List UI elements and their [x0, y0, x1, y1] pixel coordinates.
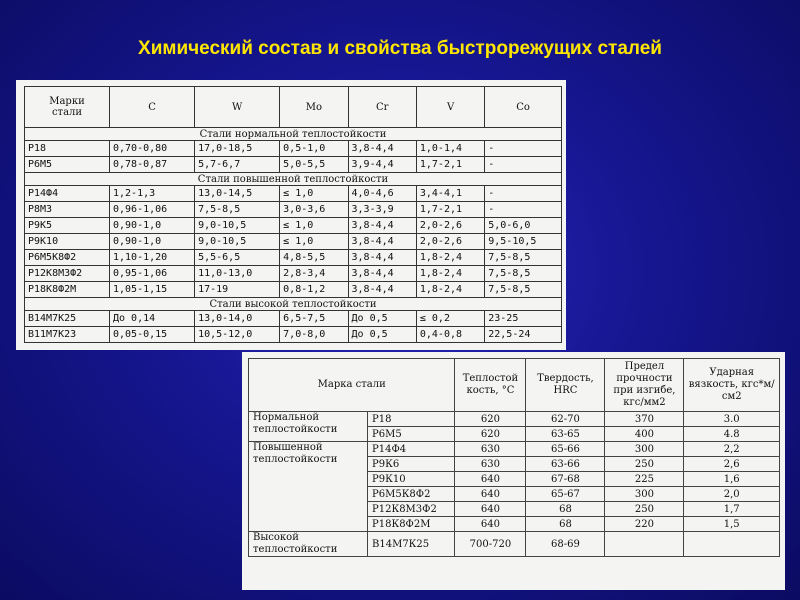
composition-cell: 4,0-4,6 — [348, 186, 416, 202]
header-w: W — [195, 87, 280, 128]
property-cell: 250 — [605, 502, 684, 517]
composition-cell: ≤ 1,0 — [280, 186, 348, 202]
composition-cell: 3,4-4,1 — [416, 186, 484, 202]
property-cell: 640 — [455, 487, 526, 502]
composition-cell: 22,5-24 — [485, 327, 562, 343]
composition-cell: 13,0-14,5 — [195, 186, 280, 202]
property-cell: 4.8 — [684, 427, 780, 442]
table-row — [25, 186, 562, 202]
property-cell — [684, 532, 780, 557]
property-cell: 63-66 — [526, 457, 605, 472]
composition-cell: 3,8-4,4 — [348, 282, 416, 298]
composition-cell: ≤ 1,0 — [280, 218, 348, 234]
composition-cell: 1,8-2,4 — [416, 282, 484, 298]
composition-cell: 7,5-8,5 — [195, 202, 280, 218]
header-heat-resistance: Теплостой кость, °С — [455, 359, 526, 412]
header-impact-toughness: Ударная вязкость, кгс*м/см2 — [684, 359, 780, 412]
property-cell: 67-68 — [526, 472, 605, 487]
steel-grade-cell: В11М7К23 — [25, 327, 110, 343]
property-cell: 68 — [526, 517, 605, 532]
steel-grade-cell: Р9К10 — [25, 234, 110, 250]
composition-cell: 1,0-1,4 — [416, 141, 484, 157]
property-cell: 640 — [455, 472, 526, 487]
composition-cell: 3,9-4,4 — [348, 157, 416, 173]
composition-cell: 5,7-6,7 — [195, 157, 280, 173]
table-row — [249, 412, 780, 427]
table-row — [25, 202, 562, 218]
section-label: Стали нормальной теплостойкости — [25, 128, 562, 141]
property-cell: 640 — [455, 502, 526, 517]
steel-grade-cell: Р6М5 — [25, 157, 110, 173]
header-mo: Mo — [280, 87, 348, 128]
steel-grade-cell: Р9К6 — [368, 457, 455, 472]
property-cell: 250 — [605, 457, 684, 472]
properties-table-panel — [242, 352, 785, 590]
composition-cell: 7,5-8,5 — [485, 250, 562, 266]
property-cell: 2,2 — [684, 442, 780, 457]
composition-body — [25, 128, 562, 343]
header-c: C — [110, 87, 195, 128]
property-cell: 68 — [526, 502, 605, 517]
table-row — [25, 250, 562, 266]
composition-cell: - — [485, 186, 562, 202]
composition-cell: 23-25 — [485, 311, 562, 327]
steel-grade-cell: Р18 — [25, 141, 110, 157]
header-co: Co — [485, 87, 562, 128]
properties-table — [248, 358, 780, 557]
steel-grade-cell: Р14Ф4 — [25, 186, 110, 202]
slide-title: Химический состав и свойства быстрорежущих сталей — [138, 38, 662, 59]
group-label: Нормальной теплостойкости — [249, 412, 368, 442]
composition-cell: 3,8-4,4 — [348, 250, 416, 266]
composition-cell: 4,8-5,5 — [280, 250, 348, 266]
property-cell: 300 — [605, 487, 684, 502]
section-row — [25, 298, 562, 311]
composition-cell: 17-19 — [195, 282, 280, 298]
property-cell: 620 — [455, 427, 526, 442]
steel-grade-cell: Р18 — [368, 412, 455, 427]
property-cell: 1,7 — [684, 502, 780, 517]
composition-cell: 9,0-10,5 — [195, 218, 280, 234]
properties-body — [249, 412, 780, 557]
composition-cell: 7,5-8,5 — [485, 266, 562, 282]
table-row — [25, 282, 562, 298]
group-label: Повышенной теплостойкости — [249, 442, 368, 532]
header-grade: Марки стали — [25, 87, 110, 128]
composition-cell: - — [485, 141, 562, 157]
composition-cell: 0,78-0,87 — [110, 157, 195, 173]
property-cell: 630 — [455, 442, 526, 457]
section-label: Стали повышенной теплостойкости — [25, 173, 562, 186]
composition-cell: 2,0-2,6 — [416, 234, 484, 250]
steel-grade-cell: Р12К8М3Ф2 — [25, 266, 110, 282]
composition-cell: До 0,5 — [348, 327, 416, 343]
header-v: V — [416, 87, 484, 128]
composition-cell: 11,0-13,0 — [195, 266, 280, 282]
section-row — [25, 173, 562, 186]
composition-cell: ≤ 1,0 — [280, 234, 348, 250]
steel-grade-cell: Р18К8Ф2М — [368, 517, 455, 532]
steel-grade-cell: Р6М5 — [368, 427, 455, 442]
steel-grade-cell: Р6М5К8Ф2 — [25, 250, 110, 266]
property-cell: 3.0 — [684, 412, 780, 427]
composition-cell: 3,8-4,4 — [348, 234, 416, 250]
property-cell: 65-67 — [526, 487, 605, 502]
steel-grade-cell: Р9К10 — [368, 472, 455, 487]
composition-cell: 0,4-0,8 — [416, 327, 484, 343]
composition-cell: 2,8-3,4 — [280, 266, 348, 282]
header-cr: Cr — [348, 87, 416, 128]
property-cell: 68-69 — [526, 532, 605, 557]
composition-cell: 0,70-0,80 — [110, 141, 195, 157]
property-cell: 620 — [455, 412, 526, 427]
steel-grade-cell: В14М7К25 — [368, 532, 455, 557]
composition-cell: 0,90-1,0 — [110, 218, 195, 234]
table-row — [25, 141, 562, 157]
table-row — [25, 311, 562, 327]
composition-cell: 1,8-2,4 — [416, 266, 484, 282]
section-label: Стали высокой теплостойкости — [25, 298, 562, 311]
composition-cell: 1,7-2,1 — [416, 157, 484, 173]
composition-cell: 10,5-12,0 — [195, 327, 280, 343]
composition-cell: 5,0-6,0 — [485, 218, 562, 234]
table-row — [249, 442, 780, 457]
composition-cell: 3,8-4,4 — [348, 266, 416, 282]
property-cell: 1,6 — [684, 472, 780, 487]
composition-cell: 0,5-1,0 — [280, 141, 348, 157]
composition-cell: - — [485, 157, 562, 173]
table-row — [249, 532, 780, 557]
composition-table — [24, 86, 562, 343]
composition-cell: 7,0-8,0 — [280, 327, 348, 343]
composition-cell: 3,8-4,4 — [348, 218, 416, 234]
composition-cell: 6,5-7,5 — [280, 311, 348, 327]
composition-cell: 13,0-14,0 — [195, 311, 280, 327]
composition-cell: 0,96-1,06 — [110, 202, 195, 218]
composition-cell: 3,8-4,4 — [348, 141, 416, 157]
composition-cell: 0,95-1,06 — [110, 266, 195, 282]
property-cell: 225 — [605, 472, 684, 487]
header-hardness: Твердость, HRC — [526, 359, 605, 412]
section-row — [25, 128, 562, 141]
composition-cell: 2,0-2,6 — [416, 218, 484, 234]
property-cell — [605, 532, 684, 557]
composition-cell: 1,2-1,3 — [110, 186, 195, 202]
table-row — [25, 327, 562, 343]
table-row — [25, 157, 562, 173]
steel-grade-cell: Р6М5К8Ф2 — [368, 487, 455, 502]
property-cell: 2,0 — [684, 487, 780, 502]
composition-cell: До 0,14 — [110, 311, 195, 327]
composition-cell: 1,05-1,15 — [110, 282, 195, 298]
composition-cell: 9,0-10,5 — [195, 234, 280, 250]
composition-table-panel — [16, 80, 566, 350]
composition-cell: 3,3-3,9 — [348, 202, 416, 218]
composition-cell: ≤ 0,2 — [416, 311, 484, 327]
property-cell: 400 — [605, 427, 684, 442]
composition-cell: 3,0-3,6 — [280, 202, 348, 218]
steel-grade-cell: Р12К8М3Ф2 — [368, 502, 455, 517]
property-cell: 62-70 — [526, 412, 605, 427]
property-cell: 1,5 — [684, 517, 780, 532]
property-cell: 700-720 — [455, 532, 526, 557]
composition-cell: 1,8-2,4 — [416, 250, 484, 266]
property-cell: 65-66 — [526, 442, 605, 457]
property-cell: 370 — [605, 412, 684, 427]
composition-cell: 5,5-6,5 — [195, 250, 280, 266]
table-row — [25, 234, 562, 250]
property-cell: 220 — [605, 517, 684, 532]
table-row — [25, 218, 562, 234]
property-cell: 640 — [455, 517, 526, 532]
property-cell: 300 — [605, 442, 684, 457]
composition-cell: 1,10-1,20 — [110, 250, 195, 266]
composition-cell: До 0,5 — [348, 311, 416, 327]
composition-cell: 0,8-1,2 — [280, 282, 348, 298]
composition-cell: 17,0-18,5 — [195, 141, 280, 157]
composition-cell: 0,90-1,0 — [110, 234, 195, 250]
steel-grade-cell: Р14Ф4 — [368, 442, 455, 457]
composition-cell: 9,5-10,5 — [485, 234, 562, 250]
property-cell: 2,6 — [684, 457, 780, 472]
header-bending-strength: Предел прочности при изгибе, кгс/мм2 — [605, 359, 684, 412]
composition-cell: - — [485, 202, 562, 218]
steel-grade-cell: Р18К8Ф2М — [25, 282, 110, 298]
header-grade-group: Марка стали — [249, 359, 455, 412]
table-row — [25, 266, 562, 282]
composition-header-row — [25, 87, 562, 128]
property-cell: 63-65 — [526, 427, 605, 442]
steel-grade-cell: Р8М3 — [25, 202, 110, 218]
properties-header-row — [249, 359, 780, 412]
composition-cell: 5,0-5,5 — [280, 157, 348, 173]
composition-cell: 1,7-2,1 — [416, 202, 484, 218]
steel-grade-cell: Р9К5 — [25, 218, 110, 234]
composition-cell: 0,05-0,15 — [110, 327, 195, 343]
steel-grade-cell: В14М7К25 — [25, 311, 110, 327]
property-cell: 630 — [455, 457, 526, 472]
group-label: Высокой теплостойкости — [249, 532, 368, 557]
composition-cell: 7,5-8,5 — [485, 282, 562, 298]
